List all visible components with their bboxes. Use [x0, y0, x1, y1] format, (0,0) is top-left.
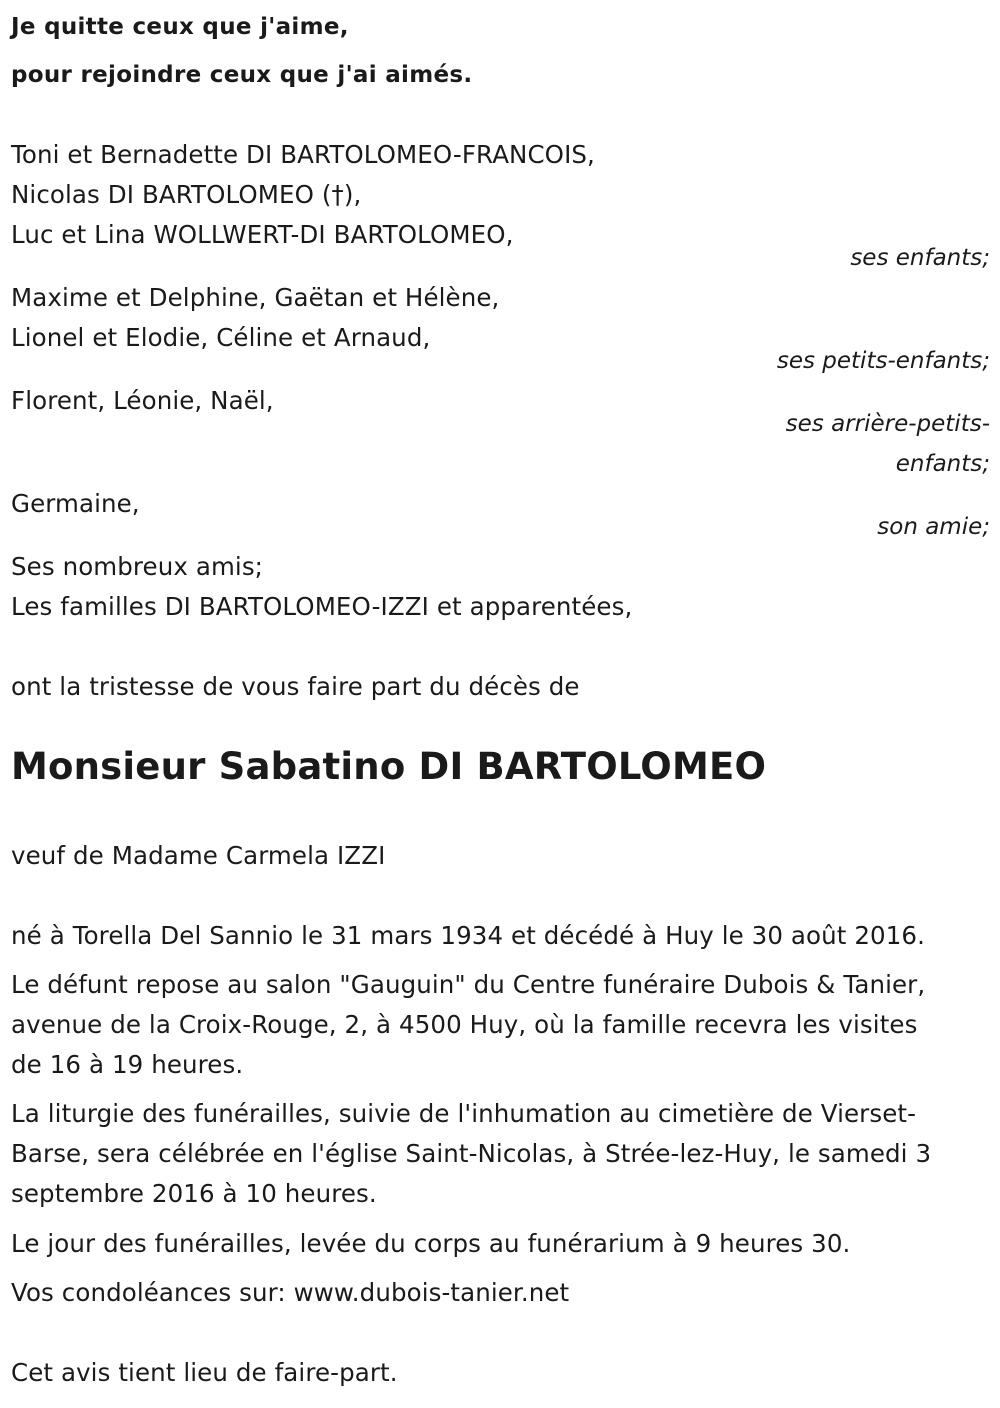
children-line-2: Nicolas DI BARTOLOMEO (†), [11, 180, 362, 209]
children-line-1: Toni et Bernadette DI BARTOLOMEO-FRANCOIS, [11, 140, 595, 169]
levee-text: Le jour des funérailles, levée du corps au funérarium à 9 heures 30. [11, 1229, 851, 1258]
great-grandchildren-line-1: Florent, Léonie, Naël, [11, 386, 274, 415]
deceased-name: Monsieur Sabatino DI BARTOLOMEO [11, 745, 767, 788]
children-relation: ses enfants; [850, 245, 990, 271]
friend-relation: son amie; [877, 514, 990, 540]
visitation-line-3: de 16 à 19 heures. [11, 1050, 244, 1079]
funeral-line-3: septembre 2016 à 10 heures. [11, 1179, 377, 1208]
announcement-text: ont la tristesse de vous faire part du décès de [11, 672, 580, 701]
great-grandchildren-relation-1: ses arrière-petits- [785, 411, 990, 437]
others-line-1: Ses nombreux amis; [11, 552, 264, 581]
grandchildren-line-2: Lionel et Elodie, Céline et Arnaud, [11, 323, 431, 352]
grandchildren-line-1: Maxime et Delphine, Gaëtan et Hélène, [11, 283, 500, 312]
birth-death-text: né à Torella Del Sannio le 31 mars 1934 et décédé à Huy le 30 août 2016. [11, 921, 925, 950]
widower-text: veuf de Madame Carmela IZZI [11, 841, 386, 870]
great-grandchildren-relation-2: enfants; [895, 451, 990, 477]
quote-line-2: pour rejoindre ceux que j'ai aimés. [11, 62, 473, 88]
friend-line-1: Germaine, [11, 489, 140, 518]
children-line-3: Luc et Lina WOLLWERT-DI BARTOLOMEO, [11, 220, 514, 249]
condolences-text: Vos condoléances sur: www.dubois-tanier.net [11, 1278, 570, 1307]
others-line-2: Les familles DI BARTOLOMEO-IZZI et apparentées, [11, 592, 633, 621]
funeral-line-1: La liturgie des funérailles, suivie de l'inhumation au cimetière de Vierset- [11, 1099, 917, 1128]
visitation-line-2: avenue de la Croix-Rouge, 2, à 4500 Huy, où la famille recevra les visites [11, 1010, 918, 1039]
quote-line-1: Je quitte ceux que j'aime, [11, 14, 349, 40]
visitation-line-1: Le défunt repose au salon "Gauguin" du Centre funéraire Dubois & Tanier, [11, 970, 926, 999]
grandchildren-relation: ses petits-enfants; [776, 348, 990, 374]
funeral-line-2: Barse, sera célébrée en l'église Saint-Nicolas, à Strée-lez-Huy, le samedi 3 [11, 1139, 932, 1168]
closing-text: Cet avis tient lieu de faire-part. [11, 1358, 398, 1387]
